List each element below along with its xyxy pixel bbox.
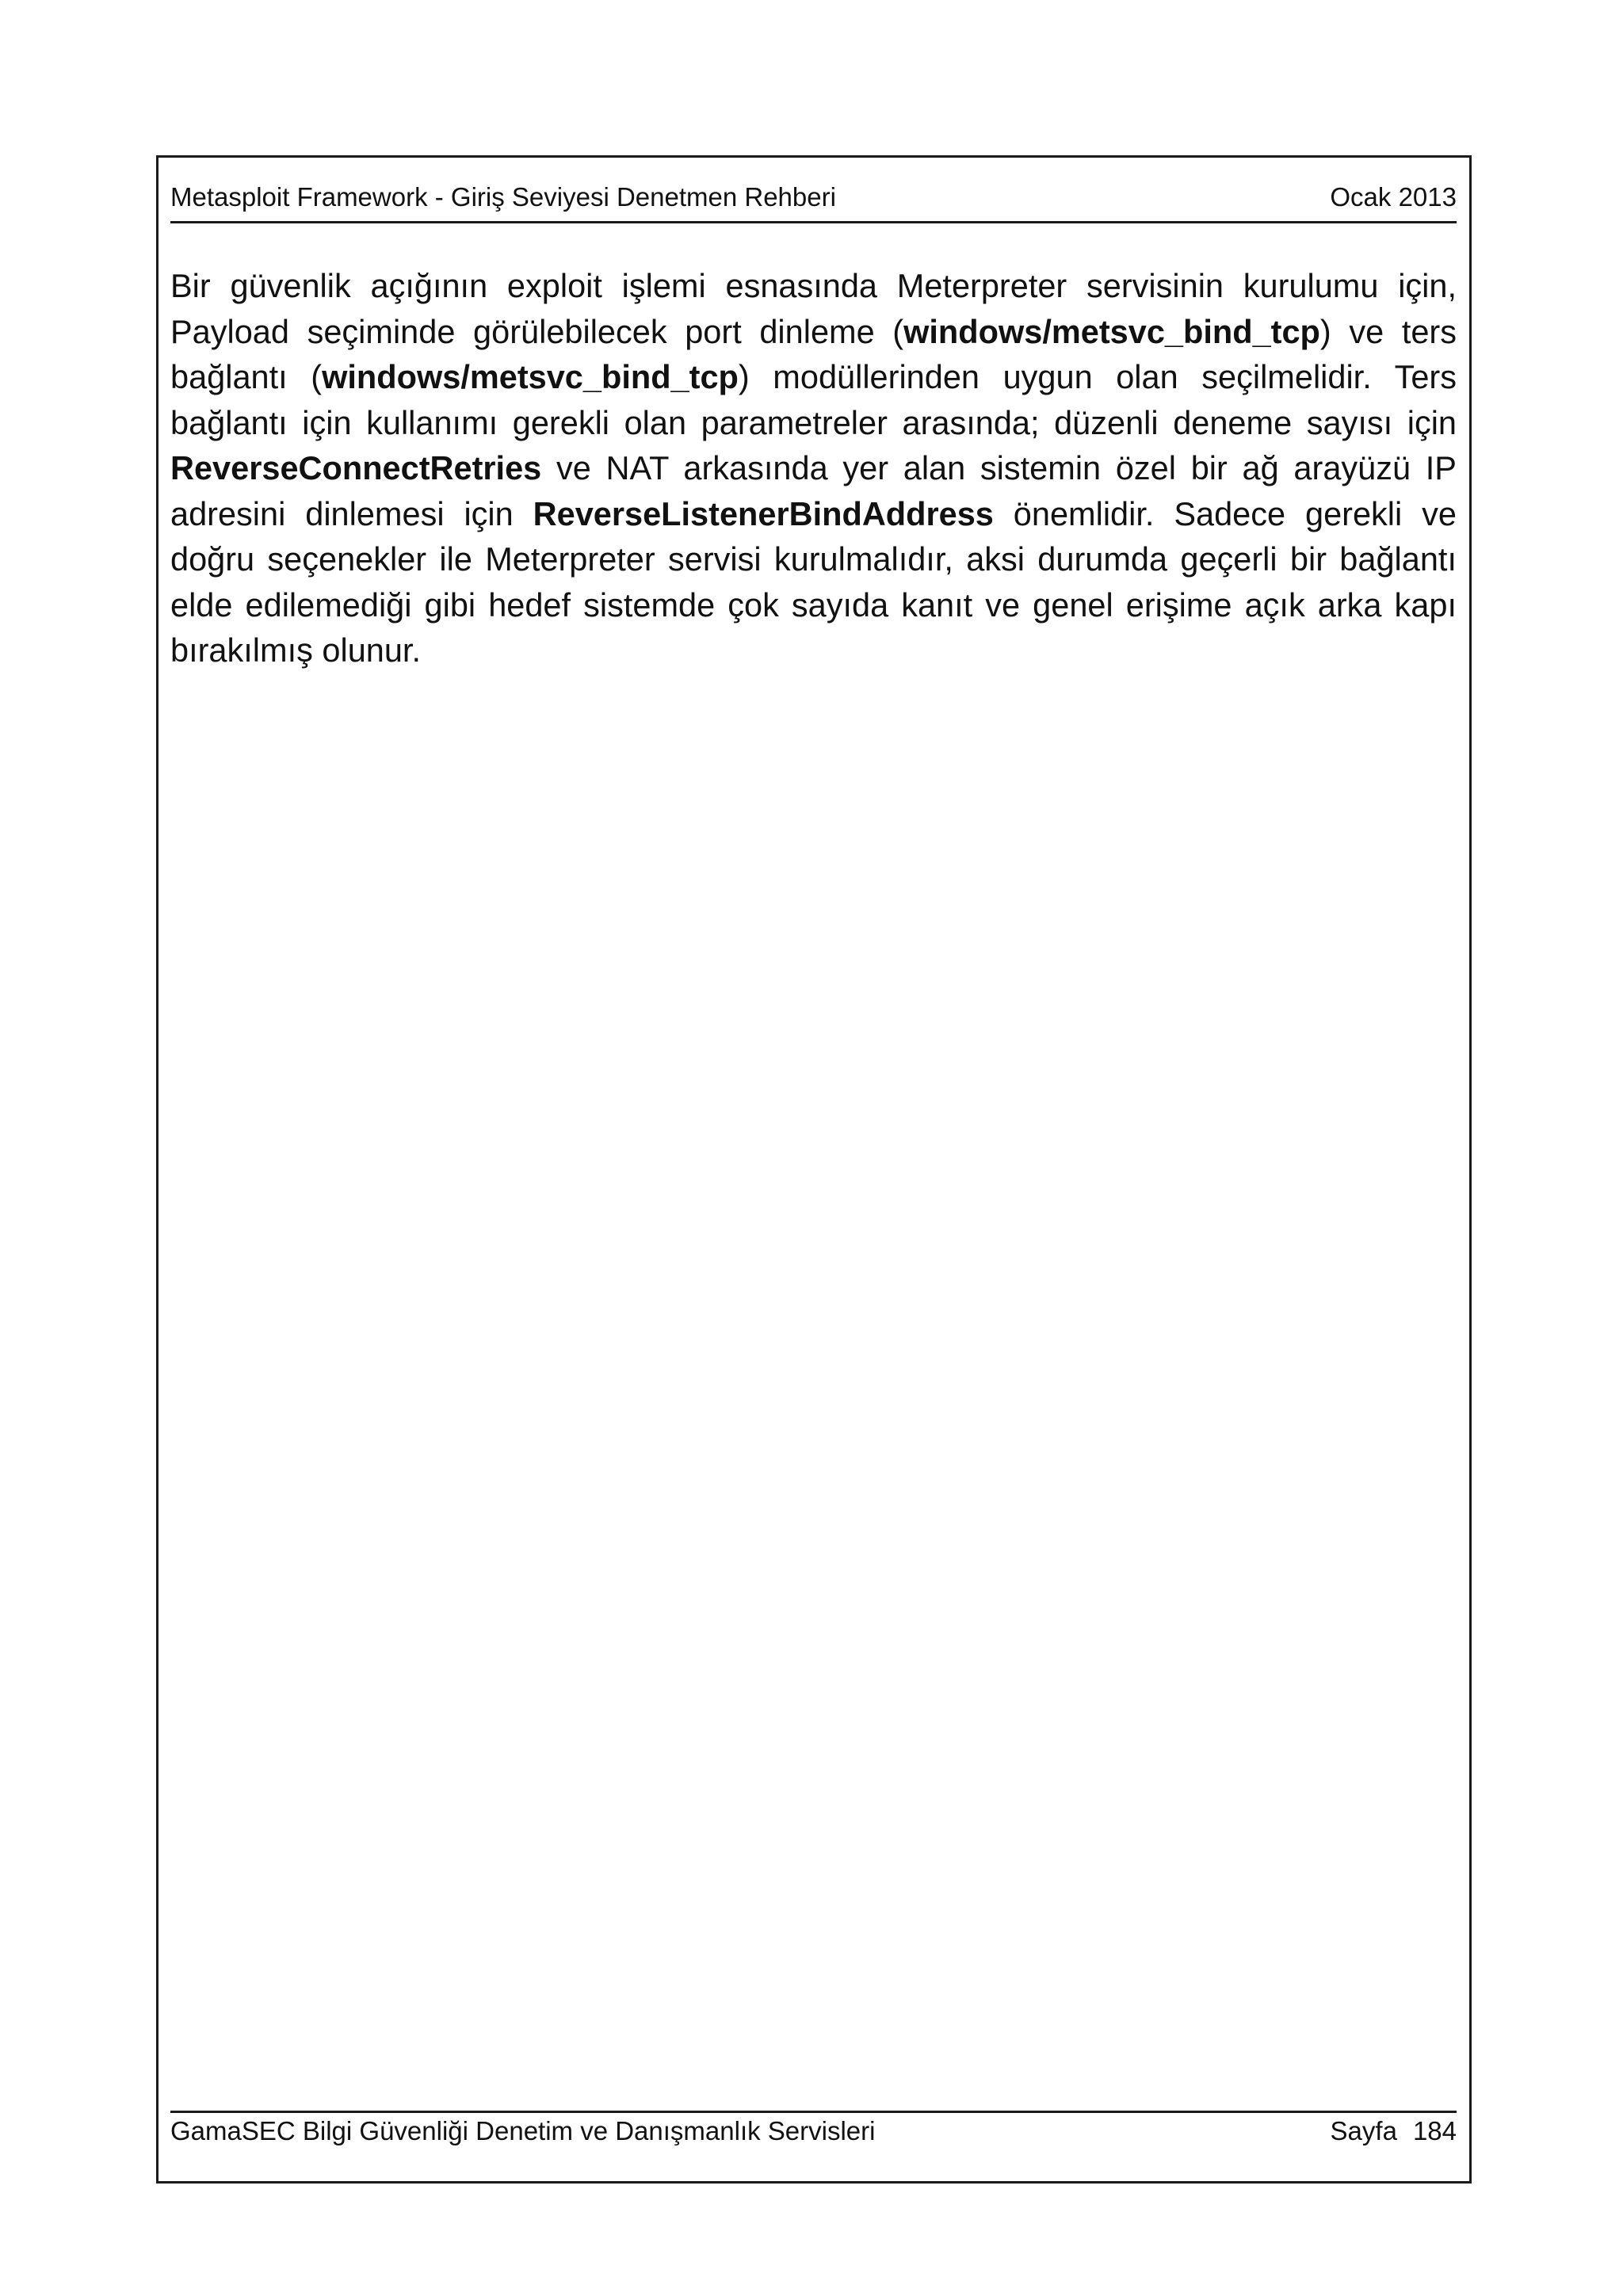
module-name-reverse: windows/metsvc_bind_tcp <box>322 358 739 395</box>
company-name: GamaSEC Bilgi Güvenliği Denetim ve Danışmanlık Servisleri <box>170 2116 876 2145</box>
page-label: Sayfa <box>1330 2116 1397 2145</box>
document-title: Metasploit Framework - Giriş Seviyesi Denetmen Rehberi <box>170 182 836 212</box>
text-segment: ) modüllerinden uygun olan seçilmelidir. Ters bağlantı için kullanımı gerekli olan parametreler arasında; düzenli deneme sayısı için <box>170 358 1457 441</box>
text-segment: Bir güvenlik açığının exploit işlemi esnasında Meterpreter servisinin kurulumu için, Payload seçiminde görülebilecek port dinleme ( <box>170 267 1457 350</box>
body-paragraph <box>170 263 1457 673</box>
document-date: Ocak 2013 <box>1330 182 1457 212</box>
text-segment: önemlidir. Sadece gerekli ve doğru seçenekler ile Meterpreter servisi kurulmalıdır, aksi durumda geçerli bir bağlantı elde edilemediği gibi hedef sistemde çok sayıda kanıt ve genel erişime açık arka kapı bırakılmış olunur. <box>170 494 1457 669</box>
module-name-bind: windows/metsvc_bind_tcp <box>903 312 1320 350</box>
text-segment: ) ve ters bağlantı ( <box>170 312 1457 395</box>
page-header <box>170 179 1457 223</box>
page-number-block <box>1331 2116 1457 2146</box>
parameter-reverse-listener-bind-address: ReverseListenerBindAddress <box>533 494 994 532</box>
parameter-reverse-connect-retries: ReverseConnectRetries <box>170 449 542 486</box>
page-number: 184 <box>1412 2116 1457 2145</box>
text-segment: ve NAT arkasında yer alan sistemin özel bir ağ arayüzü IP adresini dinlemesi için <box>170 449 1457 532</box>
page-footer <box>170 2111 1457 2155</box>
